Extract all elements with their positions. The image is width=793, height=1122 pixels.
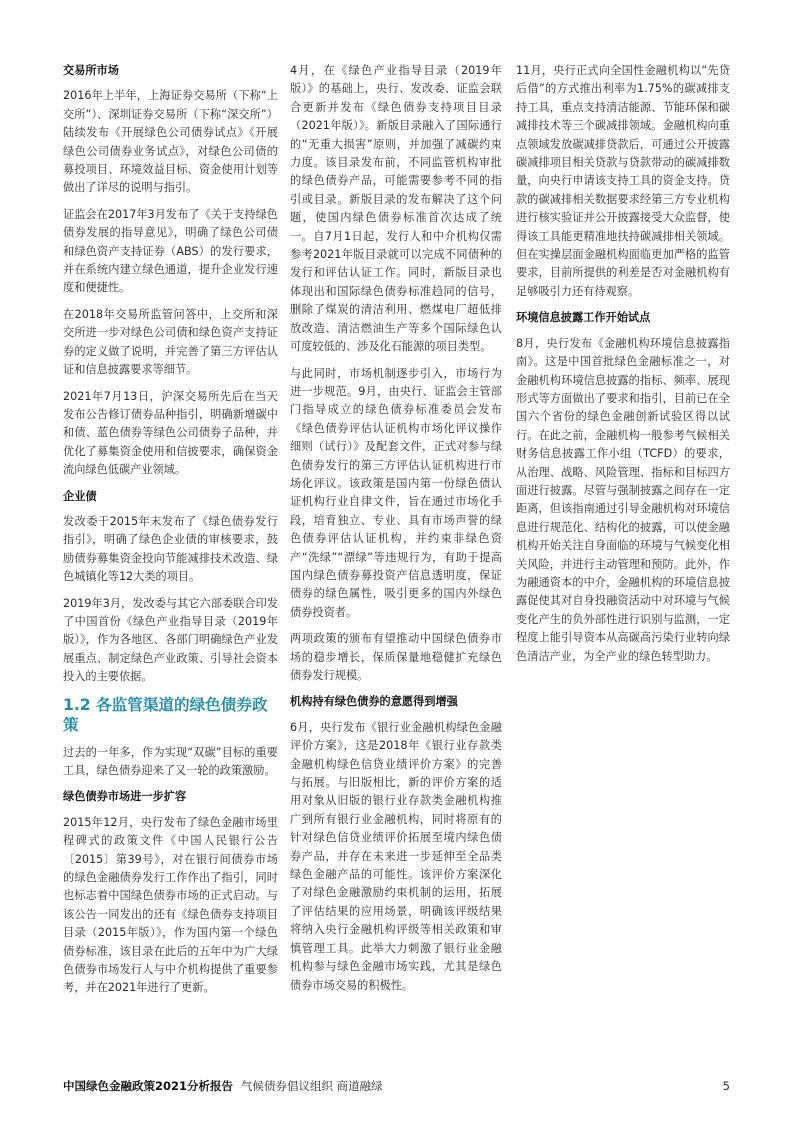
paragraph: 证监会在2017年3月发布了《关于支持绿色债券发展的指导意见》，明确了绿色公司债和绿色资产支持证券（ABS）的发行要求，并在系统内建立绿色通道，提升企业发行速度和便捷性。 — [63, 207, 278, 295]
paragraph: 发改委于2015年末发布了《绿色债券发行指引》，明确了绿色企业债的审核要求，鼓励债券募集资金投向节能减排技术改造、绿色城镇化等12大类的项目。 — [63, 514, 278, 584]
paragraph: 过去的一年多，作为实现“双碳”目标的重要工具，绿色债券迎来了又一轮的政策激励。 — [63, 745, 278, 777]
paragraph: 8月，央行发布《金融机构环境信息披露指南》。这是中国首批绿色金融标准之一，对金融机构环境信息披露的指标、频率、展现形式等方面做出了要求和指引，目前已在全国六个省份的绿色金融创新试验区得以试行。在此之前，金融机构一般参考气候相关财务信息披露工作小组（TCFD）的要求，从治理、战略、风险管理、指标和目标四方面进行披露。尽管与强制披露之间存在一定距离，但该指南通过引导金融机构对环境信息进行规范化、结构化的披露，可以使金融机构开始关注自身面临的环境与气候变化相关风险，并进行主动管理和预防。此外，作为融通资本的中介，金融机构的环境信息披露促使其对自身投融资活动中对环境与气候变化产生的负外部性进行识别与监测，一定程度上能引导资本从高碳高污染行业转向绿色清洁产业，为全产业的绿色转型助力。 — [516, 336, 730, 663]
paragraph: 2016年上半年，上海证券交易所（下称“上交所”）、深圳证券交易所（下称“深交所”）陆续发布《开展绿色公司债券试点》《开展绿色公司债券业务试点》，对绿色公司债的募投项目、环境效益目标、资金使用计划等做出了详尽的说明与指引。 — [63, 89, 278, 195]
page-footer — [63, 1078, 730, 1094]
heading-exchange-market: 交易所市场 — [63, 64, 119, 77]
page-number: 5 — [722, 1079, 730, 1093]
paragraph: 2021年7月13日，沪深交易所先后在当天发布公告修订债券品种指引，明确新增碳中和债、蓝色债券等绿色公司债券子品种，并优化了募集资金使用和信披要求，确保资金流向绿色低碳产业领域。 — [63, 389, 278, 477]
column-right — [516, 62, 730, 674]
paragraph: 2019年3月，发改委与其它六部委联合印发了中国首份《绿色产业指导目录（2019年版）》，作为各地区、各部门明确绿色产业发展重点、制定绿色产业政策、引导社会资本投入的主要依据。 — [63, 596, 278, 684]
heading-institutional-holding: 机构持有绿色债券的意愿得到增强 — [290, 695, 458, 709]
paragraph: 6月，央行发布《银行业金融机构绿色金融评价方案》，这是2018年《银行业存款类金融机构绿色信贷业绩评价方案》的完善与拓展。与旧版相比，新的评价方案的适用对象从旧版的银行业存款类金融机构推广到所有银行业金融机构，同时将原有的针对绿色信贷业绩评价拓展至境内绿色债券产品，并存在未来进一步延伸至全品类绿色金融产品的可能性。该评价方案深化了对绿色金融激励约束机制的运用，拓展了评估结果的应用场景，明确该评级结果将纳入央行金融机构评级等相关政策和审慎管理工具。此举大力刺激了银行业金融机构参与绿色金融市场实践，尤其是绿色债券市场交易的积极性。 — [290, 720, 502, 992]
footer-report-title: 中国绿色金融政策2021分析报告 — [63, 1079, 234, 1093]
footer-organizations: 气候债券倡议组织 商道融绿 — [241, 1079, 383, 1093]
heading-env-disclosure: 环境信息披露工作开始试点 — [516, 311, 651, 325]
heading-market-expansion: 绿色债券市场进一步扩容 — [63, 790, 187, 804]
heading-corporate-bond: 企业债 — [63, 489, 97, 503]
column-middle — [290, 62, 502, 1003]
paragraph: 4月，在《绿色产业指导目录（2019年版）》的基础上，央行、发改委、证监会联合更新并发布《绿色债券支持项目目录（2021年版）》。新版目录融入了国际通行的“无重大损害”原则，并加强了减碳约束力度。该目录发布前，不同监管机构审批的绿色债券产品，可能需要参考不同的指引或目录。新版目录的发布解决了这个问题，使国内绿色债券标准首次达成了统一。自7月1日起，发行人和中介机构仅需参考2021年版目录就可以完成不同债种的发行和评估认证工作。同时，新版目录也体现出和国际绿色债券标准趋同的信号，删除了煤炭的清洁利用、燃煤电厂超低排放改造、清洁燃油生产等多个国际绿色认可度较低的、涉及化石能源的项目类型。 — [290, 64, 502, 354]
section-title: 1.2 各监管渠道的绿色债券政策 — [63, 695, 268, 734]
column-left — [63, 62, 278, 1006]
paragraph: 在2018年交易所监管问答中，上交所和深交所进一步对绿色公司债和绿色资产支持证券的定义做了说明，并完善了第三方评估认证和信息披露要求等细节。 — [63, 307, 278, 377]
paragraph: 与此同时，市场机制逐步引入，市场行为进一步规范。9月，由央行、证监会主管部门指导成立的绿色债券标准委员会发布《绿色债券评估认证机构市场化评议操作细则（试行）》及配套文件，正式对参与绿色债券发行的第三方评估认证机构进行市场化评议。该政策是国内第一份绿色债认证机构行业自律文件，旨在通过市场化手段，培育独立、专业、具有市场声誉的绿色债券评估认证机构，并约束非绿色资产“洗绿”“漂绿”等违规行为，有助于提高国内绿色债券募投资产信息透明度，保证债券的绿色属性，吸引更多的国内外绿色债券投资者。 — [290, 366, 502, 619]
paragraph: 11月，央行正式向全国性金融机构以“先贷后借”的方式推出利率为1.75%的碳减排支持工具，重点支持清洁能源、节能环保和碳减排技术等三个碳减排领域。金融机构向重点领域发放碳减排贷款后，可通过公开披露碳减排项目相关贷款与贷款带动的碳减排数量，向央行申请该支持工具的资金支持。贷款的碳减排相关数据要求经第三方专业机构进行核实验证并公开披露接受大众监督，使得该工具能更精准地扶持碳减排相关领域。但在实操层面金融机构面临更加严格的监管要求，目前所提供的利差是否对金融机构有足够吸引力还有待观察。 — [516, 64, 730, 298]
paragraph: 2015年12月，央行发布了绿色金融市场里程碑式的政策文件《中国人民银行公告〔2015〕第39号》，对在银行间债券市场的绿色金融债券发行工作作出了指引，同时也标志着中国绿色债券市场的正式启动。与该公告一同发出的还有《绿色债券支持项目目录（2015年版）》，作为国内第一个绿色债券标准，该目录在此后的五年中为广大绿色债券市场发行人与中介机构提供了重要参考，并在2021年进行了更新。 — [63, 815, 278, 995]
paragraph: 两项政策的颁布有望推动中国绿色债券市场的稳步增长，保质保量地稳健扩充绿色债券发行规模。 — [290, 632, 502, 682]
